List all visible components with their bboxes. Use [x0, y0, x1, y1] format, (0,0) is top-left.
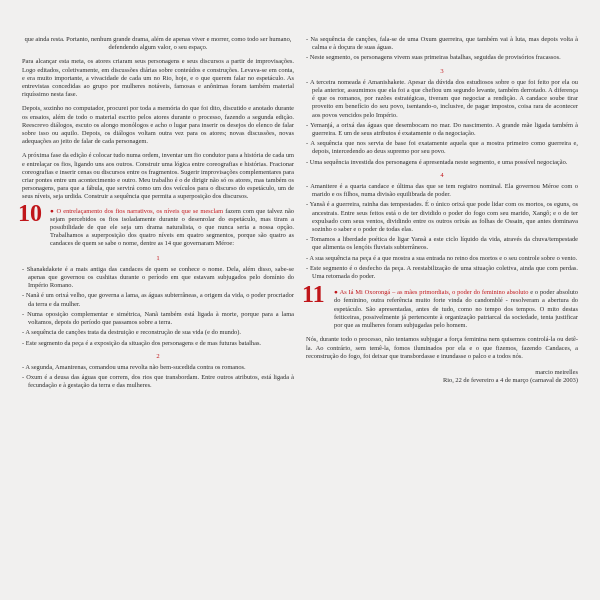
- list-item: - A sequência de canções trata da destruição e reconstrução de sua vida (e do mundo).: [22, 329, 241, 337]
- paragraph-3: Depois, sozinho no computador, procurei por toda a memória do que foi dito, discutido e anotado durante os ensaios, além de todo o material escrito pelos atores durante o processo, fazendo a segunda edição. Reescrevo diálogos, escuto os alongo monólogos e acho o lugar para inserir os desejos do elenco de falar sobre isso ou aquilo. Depois, os diálogos voltam outra vez para os atores; novas discussões, novas adequações ao jeito de falar de cada personagem.: [22, 105, 294, 146]
- segment-1-list: [22, 266, 294, 348]
- section-11-lead: ● As Iá Mi Oxorongá – as mães primordiais, o poder do feminino absoluto: [334, 289, 529, 297]
- segment-number-4: 4: [440, 171, 444, 179]
- list-item: - Numa oposição complementar e simétrica, Nanã também está ligada à morte, porque para a lama voltamos, depois do período que passamos sobre a terra.: [22, 310, 294, 327]
- list-item: - Shanakdakete é a mais antiga das candaces de quem se conhece o nome. Dela, além disso, sabe-se apenas que governou os cushitas durante o período em que estavam subjugados pelo domínio do Império Romano.: [22, 265, 294, 290]
- paragraph-1: que ainda resta. Portanto, nenhum grande drama, além de apenas viver e morrer, como todo ser humano, defendendo algum valor, o seu espaço.: [24, 36, 292, 52]
- section-10: [18, 200, 294, 249]
- left-column: [18, 36, 294, 396]
- list-item: - Neste segmento, os personagens vivem suas primeiras batalhas, seguidas de provisórios fracassos.: [306, 54, 561, 62]
- segment-2-list-continued: [306, 36, 578, 63]
- list-item: - A sequência que nos servia de base foi exatamente aquela que a mostra primeiro como guerreira e, depois, intercedendo ao deus supremo por seu povo.: [306, 140, 578, 156]
- segment-2-list: [22, 364, 294, 391]
- section-10-text: fazem com que talvez não sejam percebidos os fios isoladamente durante o desenrolar do espetáculo, mas tiram a possibilidade de que ele seja um drama naturalista, o que nunca seria a nossa opção. Trabalhamos a superposição dos quatro níveis em quatro segmentos, porque são quatro as candaces de quem se sabe o nome, dentre as 14 que governaram Méroe:: [50, 207, 294, 248]
- segment-4-list: [306, 183, 578, 281]
- list-item: - Amanitere é a quarta candace e última das que se tem registro nominal. Ela governou Méroe com o marido e os filhos, numa divisão equilibrada de poder.: [306, 183, 578, 199]
- list-item: - A sua sequência na peça é a que mostra a sua entrada no reino dos mortos e o seu controle sobre o vento.: [306, 254, 578, 262]
- list-item: - A segunda, Amanirenas, comandou uma revolta não bem-sucedida contra os romanos.: [22, 363, 246, 371]
- section-11-body: [334, 289, 578, 330]
- section-10-body: [50, 208, 294, 249]
- section-11: [302, 282, 579, 330]
- list-item: - Yansã é a guerreira, rainha das tempestades. É o único orixá que pode lidar com os mortos, os eguns, os ancestrais. Entre seus feitos está o de ter dividido o poder do fogo com seu marido, Xangô; e o de ter expulsado com seus ventos, dividindo entre os outros orixás as folhas de Ossain, que antes dominava sozinho o saber e o poder de todas elas.: [306, 201, 578, 234]
- list-item: - Na sequência de canções, fala-se de uma Oxum guerreira, que também vai à luta, mas depois volta à calma e à doçura de suas águas.: [306, 36, 578, 52]
- paragraph-2: Para alcançar esta meta, os atores criaram seus personagens e seus discursos a partir de improvisações. Logo editados, coletivamente, em discussões diárias sobre conteúdos e construções. Levava-se em conta, e era muito importante, a vivacidade de cada um no Rio, hoje, e o que querem falar no espetáculo. As entrevistas concedidas ao grupo por mulheres notáveis, famosas e anônimas foram também material riquíssimo nesta fase.: [22, 58, 294, 99]
- section-11-text: e o poder absoluto do feminino, outra referência muito forte vinda do candomblé - resolveram a abertura do espetáculo. São apresentadas, antes de tudo, como no tempo dos tempos. O mito destas feiticeiras, possivelmente já pertencente à organização patriarcal da sociedade, tenta justificar por que as mulheres foram subjugadas pelo homem.: [334, 289, 579, 330]
- list-item: - Oxum é a deusa das águas que correm, dos rios que transbordam. Entre outros atributos, está ligada à fecundação e à gestação da terra e das mulheres.: [22, 374, 294, 390]
- segment-3-list: [306, 79, 578, 167]
- list-item: - Este segmento é o desfecho da peça. A reestabilização de uma situação coletiva, ainda que com perdas. Uma retomada do poder.: [306, 264, 578, 281]
- segment-number-3: 3: [440, 67, 444, 75]
- section-number-11: 11: [302, 282, 325, 309]
- paragraph-4: A próxima fase da edição é colocar tudo numa ordem, inventar um fio condutor para a história de cada um e entrelaçar os fios, ligando uns aos outros. Construir uma lógica entre coreografias e histórias. Fracionar coreografias e inserir cenas ou discursos entre os fragmentos. Sugerir improvisações complementares para criar pontes entre um acontecimento e outro. Meu trabalho é o de dirigir não só os atores, mas também os personagens, para que a fábula, que servirá como um dos veículos para o discurso do espetáculo, um de seus níveis, seja urdida. Construir a sequência que permita a superposição dos discursos.: [22, 152, 294, 201]
- section-number-10: 10: [18, 200, 42, 227]
- list-item: - Este segmento da peça é a exposição da situação dos personagens e de mas futuras batalhas.: [22, 339, 262, 347]
- signature: marcio meirelles: [535, 368, 578, 376]
- right-column: [302, 36, 579, 385]
- date-line: Rio, 22 de fevereiro a 4 de março (carnaval de 2003): [442, 377, 578, 385]
- segment-number-1: 1: [156, 254, 160, 262]
- closing-paragraph: Nós, durante todo o processo, não tentamos subjugar a força feminina nem quisemos controlá-la ou detê-la. Ao contrário, sem temê-la, fomos iluminados por ela e o que fizemos, fazendo Candaces, a reconstrução do fogo, foi deixar que transbordasse e inundasse o palco e a todos nós.: [306, 336, 578, 360]
- list-item: - Uma sequência investida dos personagens é apresentada neste segmento, e uma possível negociação.: [306, 158, 568, 166]
- segment-number-2: 2: [156, 352, 160, 360]
- list-item: - Nanã é um orixá velho, que governa a lama, as águas subterrâneas, a origem da vida, o poder procriador da terra e da mulher.: [22, 292, 294, 308]
- section-10-lead: ● O entrelaçamento dos fios narrativos, os níveis que se mesclam: [50, 207, 224, 215]
- list-item: - Yemanjá, a orixá das águas que desembocam no mar. Do nascimento. A grande mãe ligada também à guerreira. E um de seus atributos é exatamente o da negociação.: [306, 121, 578, 138]
- list-item: - Tomamos a liberdade poética de ligar Yansã a este ciclo líquido da vida, através da chuva/tempestade que alimenta os lençóis fluviais subterrâneos.: [306, 236, 578, 252]
- list-item: - A terceira nomeada é Amanishakete. Apesar da dúvida dos estudiosos sobre o que foi feito por ela ou pela anterior, assumimos que ela foi a que chefiou um segundo levante, também derrotado. A diferença é que os romanos, por razões estratégicas, tiveram que negociar a rendição. A candace soube tirar proveito em benefício do seu povo, isentando-o, inclusive, de pagar impostos, coisa rara de acontecer aos povos vencidos pelo Império.: [306, 78, 578, 119]
